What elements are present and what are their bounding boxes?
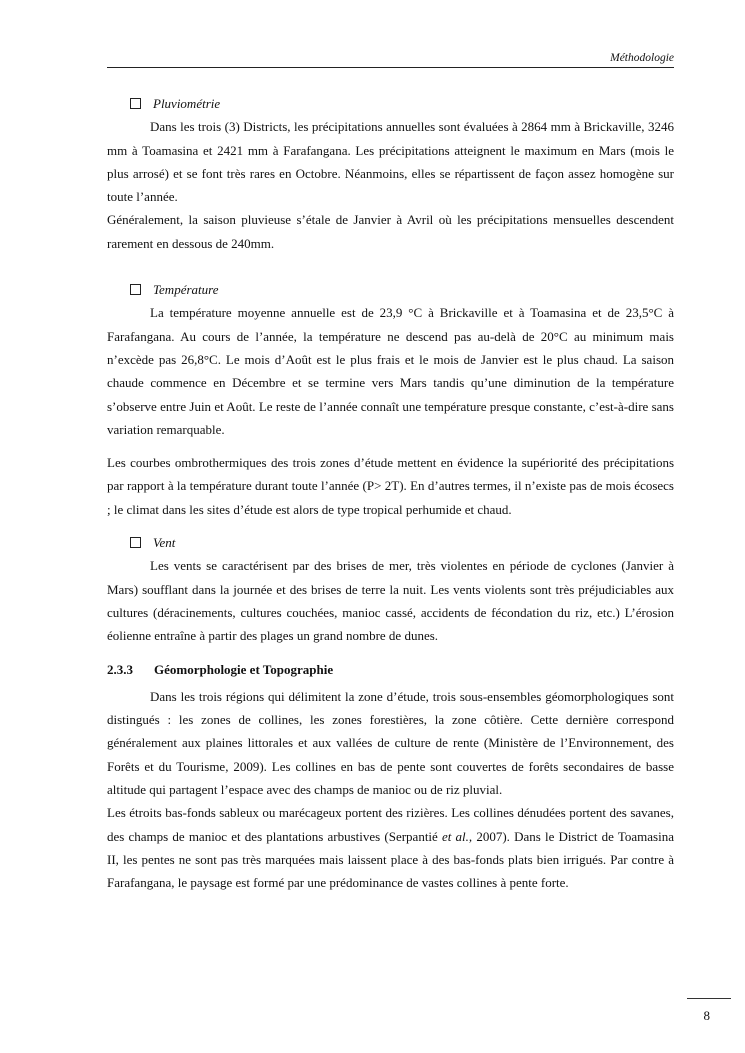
section-paragraph-1: Dans les trois régions qui délimitent la zone d’étude, trois sous-ensembles géomorphologiques sont distingués : les zones de collines, les zones forestières, la zone côtière. Cette dernière correspond généralement aux plaines littorales et aux vallées de culture de rente (Ministère de l’Environnement, des Forêts et du Tourisme, 2009). Les collines en bas de pente sont couvertes de forêts secondaires de basse altitude qui partagent l’espace avec des champs de manioc ou de riz pluvial. bbox=[107, 688, 674, 798]
temperature-paragraph-1: La température moyenne annuelle est de 23,9 °C à Brickaville et à Toamasina et de 23,5°C à Farafangana. Au cours de l’année, la température ne descend pas au-delà de 20°C au minimum mais n’excède pas 26,8°C. Le mois d’Août est le plus frais et le mois de Janvier est le plus chaud. La saison chaude commence en Décembre et se termine vers Mars tandis qu’une diminution de la température s’observe entre Juin et Août. Le reste de l’année connaît une température presque constante, c’est-à-dire sans variation remarquable. bbox=[107, 305, 674, 437]
citation-etal: et al., bbox=[441, 828, 473, 844]
section-heading bbox=[107, 658, 674, 681]
pluviometrie-paragraph-1: Dans les trois (3) Districts, les précipitations annuelles sont évaluées à 2864 mm à Brickaville, 3246 mm à Toamasina et 2421 mm à Farafangana. Les précipitations atteignent le maximum en Mars (mois le plus arrosé) et se font très rares en Octobre. Néanmoins, elles se répartissent de façon assez homogène sur toute l’année. bbox=[107, 119, 674, 205]
checkbox-bullet-icon bbox=[130, 284, 141, 295]
temperature-heading bbox=[130, 278, 674, 301]
section-number: 2.3.3 bbox=[107, 661, 133, 677]
temperature-paragraph-2: Les courbes ombrothermiques des trois zones d’étude mettent en évidence la supériorité des précipitations par rapport à la température durant toute l’année (P> 2T). En d’autres termes, il n’existe pas de mois écosecs ; le climat dans les sites d’étude est alors de type tropical perhumide et chaud. bbox=[107, 455, 674, 517]
running-header: Méthodologie bbox=[610, 52, 674, 64]
vent-paragraph-1: Les vents se caractérisent par des brises de mer, très violentes en période de cyclones (Janvier à Mars) soufflant dans la journée et des brises de terre la nuit. Les vents violents sont très préjudiciables aux cultures (déracinements, cultures couchées, manioc cassé, accidents de fécondation du riz, etc.) L’érosion éolienne entraîne à partir des plages un grand nombre de dunes. bbox=[107, 558, 674, 644]
pluviometrie-heading-text: Pluviométrie bbox=[153, 96, 221, 111]
checkbox-bullet-icon bbox=[130, 537, 141, 548]
checkbox-bullet-icon bbox=[130, 98, 141, 109]
pluviometrie-paragraph-2: Généralement, la saison pluvieuse s’étale de Janvier à Avril où les précipitations mensuelles descendent rarement en dessous de 240mm. bbox=[107, 212, 674, 251]
temperature-heading-text: Température bbox=[153, 282, 219, 298]
pluviometrie-heading bbox=[130, 92, 674, 115]
vent-heading bbox=[130, 531, 674, 554]
section-title: Géomorphologie et Topographie bbox=[154, 661, 334, 677]
vent-heading-text: Vent bbox=[153, 535, 176, 551]
paragraph-text: 2007). Dans le District de Toamasina II, les pentes ne sont pas très marquées mais laissent place à des bas-fonds plats bien irrigués. Par contre à Farafangana, le paysage est formé par une prédominance de vastes collines à pente forte. bbox=[107, 828, 674, 891]
section-paragraph-2 bbox=[107, 801, 674, 894]
footer-divider bbox=[687, 998, 731, 999]
paragraph-text: Les étroits bas-fonds sableux ou marécageux portent des rizières. Les collines dénudées portent des savanes, des champs de manioc et des plantations arbustives (Serpantié bbox=[107, 805, 674, 844]
page-number: 8 bbox=[703, 1008, 710, 1023]
page-body bbox=[107, 92, 674, 895]
header-divider bbox=[107, 67, 674, 68]
